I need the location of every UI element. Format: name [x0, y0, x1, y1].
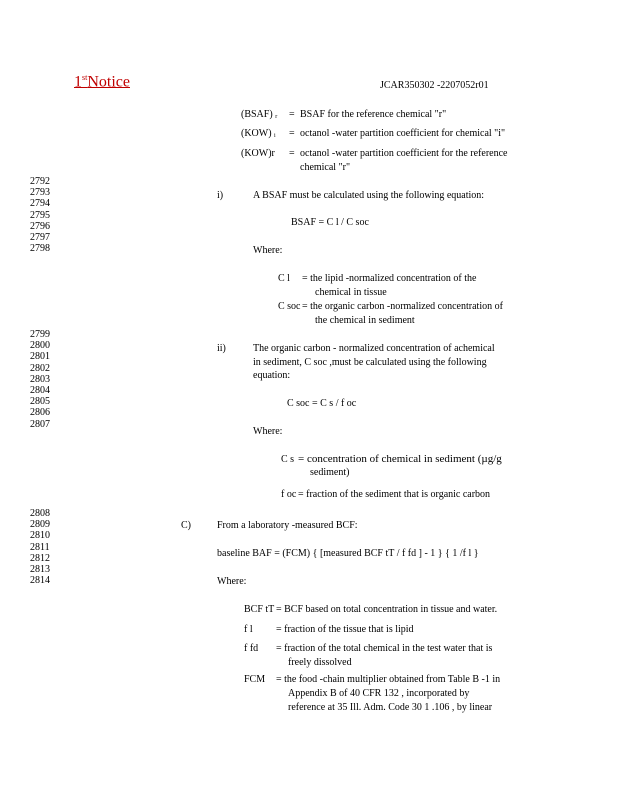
section-c-def-2-line1: = fraction of the tissue that is lipid — [276, 624, 414, 635]
section-i-label: i) — [217, 190, 224, 201]
section-ii-def-1-line2: sediment) — [310, 467, 350, 478]
line-number: 2795 — [30, 209, 50, 221]
line-number: 2810 — [30, 530, 50, 542]
line-number: 2801 — [30, 351, 50, 363]
line-number: 2797 — [30, 232, 50, 244]
line-number: 2796 — [30, 220, 50, 232]
section-i-def-1-symbol: C l — [278, 273, 290, 284]
section-ii-def-2-line1: = fraction of the sediment that is organic carbon — [298, 489, 491, 500]
line-number: 2804 — [30, 385, 50, 397]
line-number: 2800 — [30, 340, 50, 352]
line-number: 2811 — [30, 541, 50, 553]
section-ii-def-2-symbol: f oc — [281, 489, 297, 500]
notice-number: 1 — [74, 73, 82, 91]
section-i-def-1-line1: = the lipid -normalized concentration of the — [302, 273, 477, 284]
section-ii-line2: in sediment, C soc ,must be calculated using the following — [253, 357, 487, 368]
section-c-label: C) — [181, 520, 191, 531]
section-c-equation: baseline BAF = (FCM) { [measured BCF tT / f fd ] - 1 } { 1 /f l } — [217, 548, 479, 559]
section-i-equation: BSAF = C l / C soc — [291, 217, 369, 228]
document-id: JCAR350302 -2207052r01 — [380, 80, 489, 91]
def-eq-1: = — [289, 109, 295, 120]
line-number: 2802 — [30, 362, 50, 374]
def-term-kow-i: (KOW) i — [241, 128, 276, 139]
line-number: 2798 — [30, 243, 50, 255]
section-i-where: Where: — [253, 245, 283, 256]
def-eq-3: = — [289, 148, 295, 159]
line-number: 2808 — [30, 508, 50, 519]
notice-title — [74, 73, 130, 91]
section-ii-where: Where: — [253, 426, 283, 437]
section-i-text: A BSAF must be calculated using the following equation: — [253, 190, 485, 201]
line-number: 2813 — [30, 564, 50, 576]
section-ii-equation: C soc = C s / f oc — [287, 398, 357, 409]
line-number: 2814 — [30, 575, 50, 587]
line-number: 2793 — [30, 187, 50, 199]
section-ii-label: ii) — [217, 343, 226, 354]
section-i-def-2-symbol: C soc — [278, 301, 301, 312]
line-numbers-a — [30, 176, 50, 254]
section-c-def-4-line2: Appendix B of 40 CFR 132 , incorporated by — [288, 688, 470, 699]
section-i-def-2-line1: = the organic carbon -normalized concentration of — [302, 301, 503, 312]
section-c-def-4-symbol: FCM — [244, 674, 266, 685]
def-term-kow-r: (KOW)r — [241, 148, 275, 159]
line-number: 2794 — [30, 198, 50, 210]
line-number: 2799 — [30, 329, 50, 340]
section-ii-def-1-line1: = concentration of chemical in sediment (µg/g — [298, 453, 502, 465]
line-number: 2807 — [30, 418, 50, 430]
line-numbers-c — [30, 508, 50, 586]
section-i-def-2-line2: the chemical in sediment — [315, 315, 415, 326]
section-c-def-4-line3: reference at 35 Ill. Adm. Code 30 1 .106 , by linear — [288, 702, 493, 713]
def-eq-2: = — [289, 128, 295, 139]
def-text-3-cont: chemical "r" — [300, 162, 351, 173]
notice-word: Notice — [87, 73, 130, 91]
section-c-def-3-line2: freely dissolved — [288, 657, 352, 668]
line-number: 2812 — [30, 552, 50, 564]
section-ii-def-1-symbol: C s — [281, 454, 295, 465]
notice-superscript: st — [82, 73, 88, 82]
def-text-2: octanol -water partition coefficient for chemical "i" — [300, 128, 506, 139]
section-c-text: From a laboratory -measured BCF: — [217, 520, 358, 531]
def-text-3: octanol -water partition coefficient for the reference — [300, 148, 508, 159]
section-c-def-1-line1: = BCF based on total concentration in tissue and water. — [276, 604, 498, 615]
section-c-def-3-symbol: f fd — [244, 643, 259, 654]
line-number: 2792 — [30, 176, 50, 187]
def-text-1: BSAF for the reference chemical "r" — [300, 109, 447, 120]
section-c-def-4-line1: = the food -chain multiplier obtained from Table B -1 in — [276, 674, 501, 685]
line-number: 2803 — [30, 373, 50, 385]
section-c-where: Where: — [217, 576, 247, 587]
def-term-bsaf-r: (BSAF) r — [241, 109, 278, 120]
section-ii-line3: equation: — [253, 370, 291, 381]
section-i-def-1-line2: chemical in tissue — [315, 287, 387, 298]
line-number: 2806 — [30, 407, 50, 419]
line-number: 2805 — [30, 396, 50, 408]
section-ii-line1: The organic carbon - normalized concentration of achemical — [253, 343, 495, 354]
section-c-def-1-symbol: BCF tT — [244, 604, 275, 615]
section-c-def-3-line1: = fraction of the total chemical in the test water that is — [276, 643, 493, 654]
section-c-def-2-symbol: f l — [244, 624, 253, 635]
line-number: 2809 — [30, 519, 50, 531]
line-numbers-b — [30, 329, 50, 430]
